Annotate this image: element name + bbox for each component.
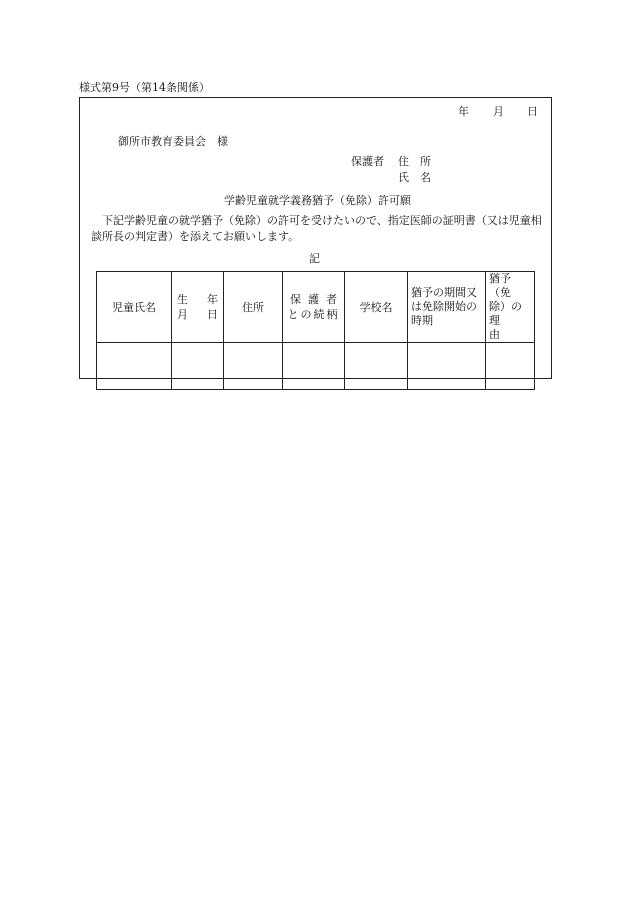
header-relation-go: 護: [308, 293, 319, 306]
cell-child-name[interactable]: [97, 343, 172, 390]
header-relation: [283, 272, 345, 343]
header-reason-line3: 由: [489, 328, 500, 341]
header-birth-nen: 年: [207, 293, 218, 306]
guardian-label: 保護者: [351, 155, 384, 168]
table-row: [97, 343, 535, 390]
header-birth-gatsu: 月: [177, 308, 188, 321]
guardian-name-label: 氏 名: [398, 171, 431, 184]
document-title: 学齢児童就学義務猶予（免除）許可願: [224, 194, 411, 207]
cell-relation[interactable]: [283, 343, 345, 390]
header-period-line2: は免除開始の: [411, 300, 477, 313]
cell-address[interactable]: [224, 343, 283, 390]
header-period-line3: 時期: [411, 314, 433, 327]
ki-label: 記: [309, 252, 320, 265]
header-reason-line2: 除）の理: [489, 300, 522, 327]
date-day-label: 日: [527, 105, 538, 118]
header-address: 住所: [224, 272, 283, 343]
header-relation-ho: 保: [290, 293, 301, 306]
header-relation-sha: 者: [326, 293, 337, 306]
guardian-address-label: 住 所: [398, 155, 431, 168]
addressee: 御所市教育委員会 様: [118, 135, 228, 148]
body-text: [91, 213, 543, 245]
cell-birth-date[interactable]: [172, 343, 224, 390]
form-number: 様式第9号（第14条関係）: [79, 81, 210, 94]
header-child-name: 児童氏名: [97, 272, 172, 343]
header-school: 学校名: [345, 272, 408, 343]
date-year-label: 年: [458, 105, 469, 118]
header-reason-line1: 猶予（免: [489, 272, 511, 299]
header-period-line1: 猶予の期間又: [411, 286, 477, 299]
header-reason: [486, 272, 535, 343]
header-birth-nichi: 日: [207, 308, 218, 321]
date-month-label: 月: [493, 105, 504, 118]
table-header-row: [97, 272, 535, 343]
header-relation-bottom: との続柄: [287, 308, 340, 321]
cell-period[interactable]: [408, 343, 486, 390]
cell-school[interactable]: [345, 343, 408, 390]
header-birth-sei: 生: [177, 293, 188, 306]
body-text-content: 下記学齢児童の就学猶予（免除）の許可を受けたいので、指定医師の証明書（又は児童相談所長の判定書）を添えてお願いします。: [91, 214, 542, 243]
header-period: [408, 272, 486, 343]
application-table: [96, 271, 535, 390]
header-birth-date: [172, 272, 224, 343]
cell-reason[interactable]: [486, 343, 535, 390]
